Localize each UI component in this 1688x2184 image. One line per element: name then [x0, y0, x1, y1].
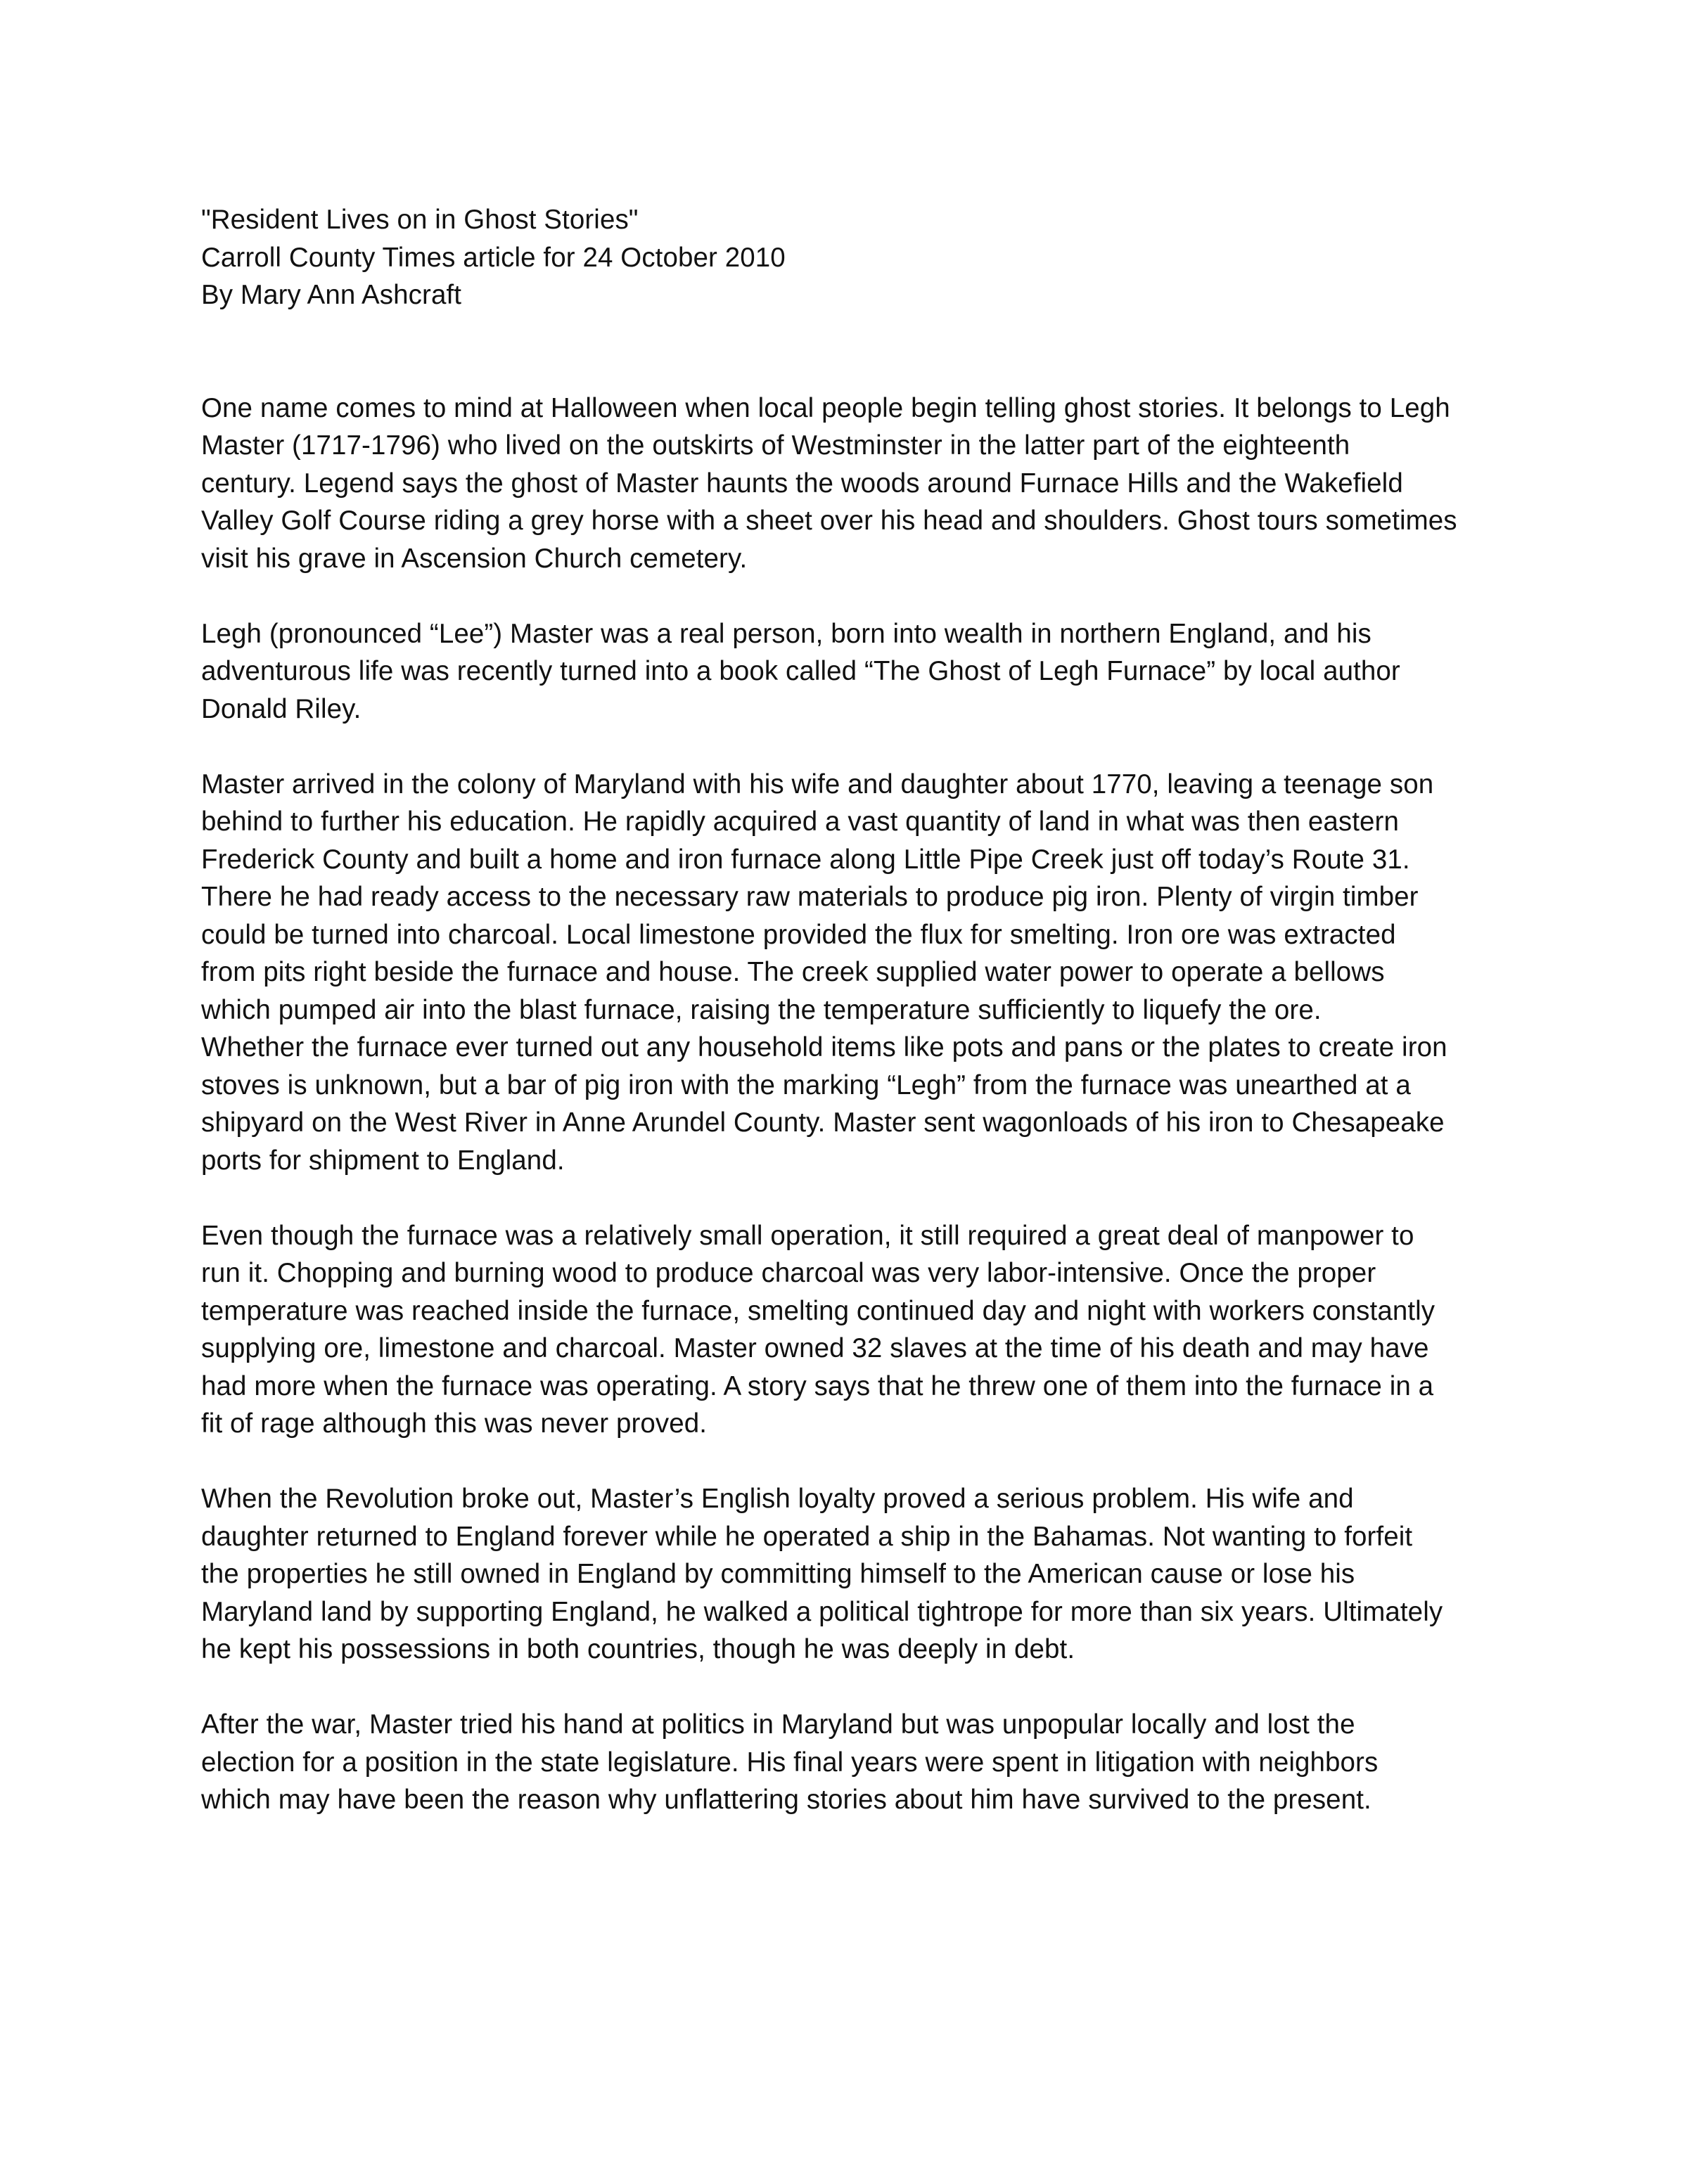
paragraphs	[201, 390, 1509, 1819]
article-body	[201, 201, 1509, 1856]
text-line: the properties he still owned in England by committing himself to the American cause or lose his	[201, 1559, 1355, 1589]
text-line: election for a position in the state legislature. His final years were spent in litigation with neighbors	[201, 1747, 1379, 1778]
text-line: from pits right beside the furnace and house. The creek supplied water power to operate a bellows	[201, 957, 1385, 987]
paragraph	[201, 766, 1509, 1180]
text-line: which pumped air into the blast furnace, raising the temperature sufficiently to liquefy the ore.	[201, 994, 1322, 1025]
text-line: Whether the furnace ever turned out any household items like pots and pans or the plates to create iron	[201, 1032, 1447, 1062]
text-line: daughter returned to England forever while he operated a ship in the Bahamas. Not wanting to forfeit	[201, 1521, 1413, 1552]
article-title: "Resident Lives on in Ghost Stories"	[201, 205, 639, 235]
text-line: Frederick County and built a home and iron furnace along Little Pipe Creek just off today’s Route 31.	[201, 844, 1410, 875]
paragraph	[201, 1706, 1509, 1819]
text-line: he kept his possessions in both countries, though he was deeply in debt.	[201, 1634, 1075, 1664]
text-line: could be turned into charcoal. Local limestone provided the flux for smelting. Iron ore was extracted	[201, 919, 1396, 950]
text-line: century. Legend says the ghost of Master haunts the woods around Furnace Hills and the Wakefield	[201, 468, 1403, 499]
text-line: Even though the furnace was a relatively small operation, it still required a great deal of manpower to	[201, 1220, 1414, 1251]
text-line: which may have been the reason why unflattering stories about him have survived to the present.	[201, 1785, 1372, 1815]
text-line: run it. Chopping and burning wood to produce charcoal was very labor-intensive. Once the proper	[201, 1258, 1376, 1288]
text-line: visit his grave in Ascension Church cemetery.	[201, 543, 748, 574]
text-line: stoves is unknown, but a bar of pig iron with the marking “Legh” from the furnace was unearthed at a	[201, 1069, 1411, 1100]
text-line: adventurous life was recently turned into a book called “The Ghost of Legh Furnace” by local author	[201, 656, 1400, 686]
paragraph	[201, 390, 1509, 578]
text-line: behind to further his education. He rapidly acquired a vast quantity of land in what was then eastern	[201, 807, 1399, 837]
text-line: There he had ready access to the necessary raw materials to produce pig iron. Plenty of virgin timber	[201, 882, 1419, 912]
text-line: shipyard on the West River in Anne Arundel County. Master sent wagonloads of his iron to Chesapeake	[201, 1107, 1445, 1138]
text-line: ports for shipment to England.	[201, 1145, 565, 1176]
text-line: temperature was reached inside the furnace, smelting continued day and night with workers constantly	[201, 1295, 1436, 1326]
text-line: Master arrived in the colony of Maryland with his wife and daughter about 1770, leaving a teenage son	[201, 769, 1434, 799]
text-line: One name comes to mind at Halloween when local people begin telling ghost stories. It belongs to Legh	[201, 392, 1450, 423]
text-line: had more when the furnace was operating. A story says that he threw one of them into the furnace in a	[201, 1370, 1434, 1401]
text-line: After the war, Master tried his hand at politics in Maryland but was unpopular locally and lost the	[201, 1709, 1355, 1740]
text-line: When the Revolution broke out, Master’s English loyalty proved a serious problem. His wife and	[201, 1484, 1354, 1514]
text-line: fit of rage although this was never proved.	[201, 1408, 708, 1439]
paragraph	[201, 615, 1509, 728]
text-line: Donald Riley.	[201, 693, 362, 724]
paragraph	[201, 1480, 1509, 1669]
text-line: Maryland land by supporting England, he walked a political tightrope for more than six years. Ultimately	[201, 1596, 1443, 1627]
publication-line: Carroll County Times article for 24 October 2010	[201, 242, 786, 273]
paragraph	[201, 1217, 1509, 1443]
text-line: Master (1717-1796) who lived on the outskirts of Westminster in the latter part of the eighteenth	[201, 430, 1350, 461]
text-line: Legh (pronounced “Lee”) Master was a real person, born into wealth in northern England, and his	[201, 618, 1372, 649]
text-line: supplying ore, limestone and charcoal. Master owned 32 slaves at the time of his death and may have	[201, 1333, 1429, 1363]
article-header	[201, 201, 1509, 314]
text-line: Valley Golf Course riding a grey horse with a sheet over his head and shoulders. Ghost tours sometimes	[201, 506, 1457, 536]
byline: By Mary Ann Ashcraft	[201, 280, 462, 310]
